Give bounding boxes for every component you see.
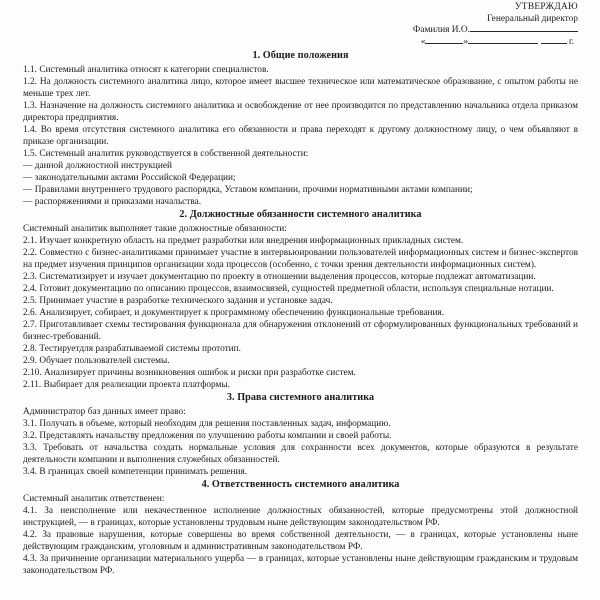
- section-1-item-4: 1.4. Во время отсутствия системного аналитика его обязанности и права переходят к другому должностному лицу, о чем объявляют в приказе организации.: [23, 125, 578, 148]
- section-3-item-1: 3.1. Получать в объеме, который необходим для решения поставленных задач, информацию.: [23, 418, 391, 429]
- approval-block: [23, 2, 578, 48]
- date-day-rule: [425, 43, 463, 44]
- section-1-dash-2: — законодательными актами Российской Федерации;: [23, 173, 236, 184]
- section-4-item-2: 4.2. За правовые нарушения, которые совершены во время собственной деятельности, — в границах, которые установлены ныне действующим гражданским, уголовным и административным законодательством РФ.: [23, 529, 578, 552]
- approval-name-line: [23, 25, 578, 37]
- section-2-item-8: 2.8. Тестируетдля разрабатываемой системы прототип.: [23, 344, 241, 355]
- approval-date-line: [23, 37, 578, 49]
- section-2: [23, 209, 578, 391]
- section-2-item-3: 2.3. Систематизирует и изучает документацию по проекту в отношении выделения процессов, которые подлежат автоматизации.: [23, 271, 536, 282]
- approval-name-rule: [470, 31, 578, 32]
- section-4-item-1: 4.1. За неисполнение или некачественное исполнение должностных обязанностей, которые предусмотрены этой должностной инструкцией, — в границах, которые установлены трудовым ныне действующим законодательством РФ.: [23, 505, 578, 528]
- section-3-lead: Администратор баз данных имеет право:: [23, 406, 186, 417]
- date-year-rule: [541, 43, 567, 44]
- section-2-item-4: 2.4. Готовит документацию по описанию процессов, взаимосвязей, сущностей предметной области, используя специальные нотации.: [23, 283, 554, 294]
- section-2-item-10: 2.10. Анализирует причины возникновения ошибок и риски при разработке систем.: [23, 368, 356, 379]
- section-2-lead: Системный аналитик выполняет такие должностные обязанности:: [23, 223, 287, 234]
- section-4-lead: Системный аналитик ответственен:: [23, 493, 165, 504]
- section-1-item-3: 1.3. Назначение на должность системного аналитика и освобождение от нее производится по представлению начальника отдела приказом директора предприятия.: [23, 100, 578, 123]
- section-4: [23, 479, 578, 577]
- section-1-item-5: 1.5. Системный аналитик руководствуется в собственной деятельности:: [23, 149, 309, 160]
- section-2-item-6: 2.6. Анализирует, собирает, и документирует к программному обеспечению функциональные требования.: [23, 308, 445, 319]
- approval-heading: УТВЕРЖДАЮ: [514, 2, 578, 12]
- section-1-dash-1: — данной должностной инструкцией: [23, 161, 172, 172]
- date-year-suffix: г.: [568, 36, 574, 47]
- date-month-rule: [468, 43, 538, 44]
- section-4-item-3: 4.3. За причинение организации материального ущерба — в границах, которые установлены ныне действующим гражданским и трудовым законодательством РФ.: [23, 553, 578, 576]
- section-2-item-11: 2.11. Выбирает для реализации проекта платформы.: [23, 380, 230, 391]
- section-3-item-4: 3.4. В границах своей компетенции принимать решения.: [23, 467, 248, 478]
- date-quote-close: »: [463, 36, 469, 47]
- section-1-dash-3: — Правилами внутреннего трудового распорядка, Уставом компании, прочими нормативными актами компании;: [23, 185, 473, 196]
- section-2-item-5: 2.5. Принимает участие в разработке технического задания и установке задач.: [23, 296, 333, 307]
- section-1: [23, 50, 578, 208]
- section-1-dash-4: — распоряжениями и приказами начальства.: [23, 197, 202, 208]
- section-3-item-3: 3.3. Требовать от начальства создать нормальные условия для сохранности всех документов, которые образуются в результате деятельности компании и выполнения служебных обязанностей.: [23, 442, 578, 465]
- section-2-item-7: 2.7. Приготавливает схемы тестирования функционала для обнаружения отклонений от сформулированных функциональных требований и бизнес-требований.: [23, 320, 578, 343]
- date-quote-open: «: [420, 36, 426, 47]
- section-1-item-2: 1.2. На должность системного аналитика лицо, которое имеет высшее техническое или математическое образование, с опытом работы не меньше трех лет.: [23, 76, 578, 99]
- approval-name-label: Фамилия И.О.: [412, 25, 470, 36]
- section-2-item-9: 2.9. Обучает пользователей системы.: [23, 356, 170, 367]
- section-3: [23, 392, 578, 478]
- section-2-item-1: 2.1. Изучает конкретную область на предмет разработки или внедрения информационных прикладных систем.: [23, 235, 464, 246]
- section-3-item-2: 3.2. Представлять начальству предложения по улучшению работы компании и своей работы.: [23, 430, 392, 441]
- section-1-heading: 1. Общие положения: [252, 50, 349, 62]
- section-1-item-1: 1.1. Системный аналитика относят к категории специалистов.: [23, 64, 269, 75]
- approval-position: Генеральный директор: [486, 13, 578, 24]
- section-3-heading: 3. Права системного аналитика: [226, 392, 375, 404]
- section-4-heading: 4. Ответственность системного аналитика: [201, 479, 400, 491]
- section-2-item-2: 2.2. Совместно с бизнес-аналитиками принимает участие в интервьюировании пользователей информационных систем и бизнес-экспертов на предмет изучения принципов организации хода процессов (особенно, с точки зрения деятельности информационных систем).: [23, 247, 578, 270]
- section-2-heading: 2. Должностные обязанности системного аналитика: [179, 209, 422, 221]
